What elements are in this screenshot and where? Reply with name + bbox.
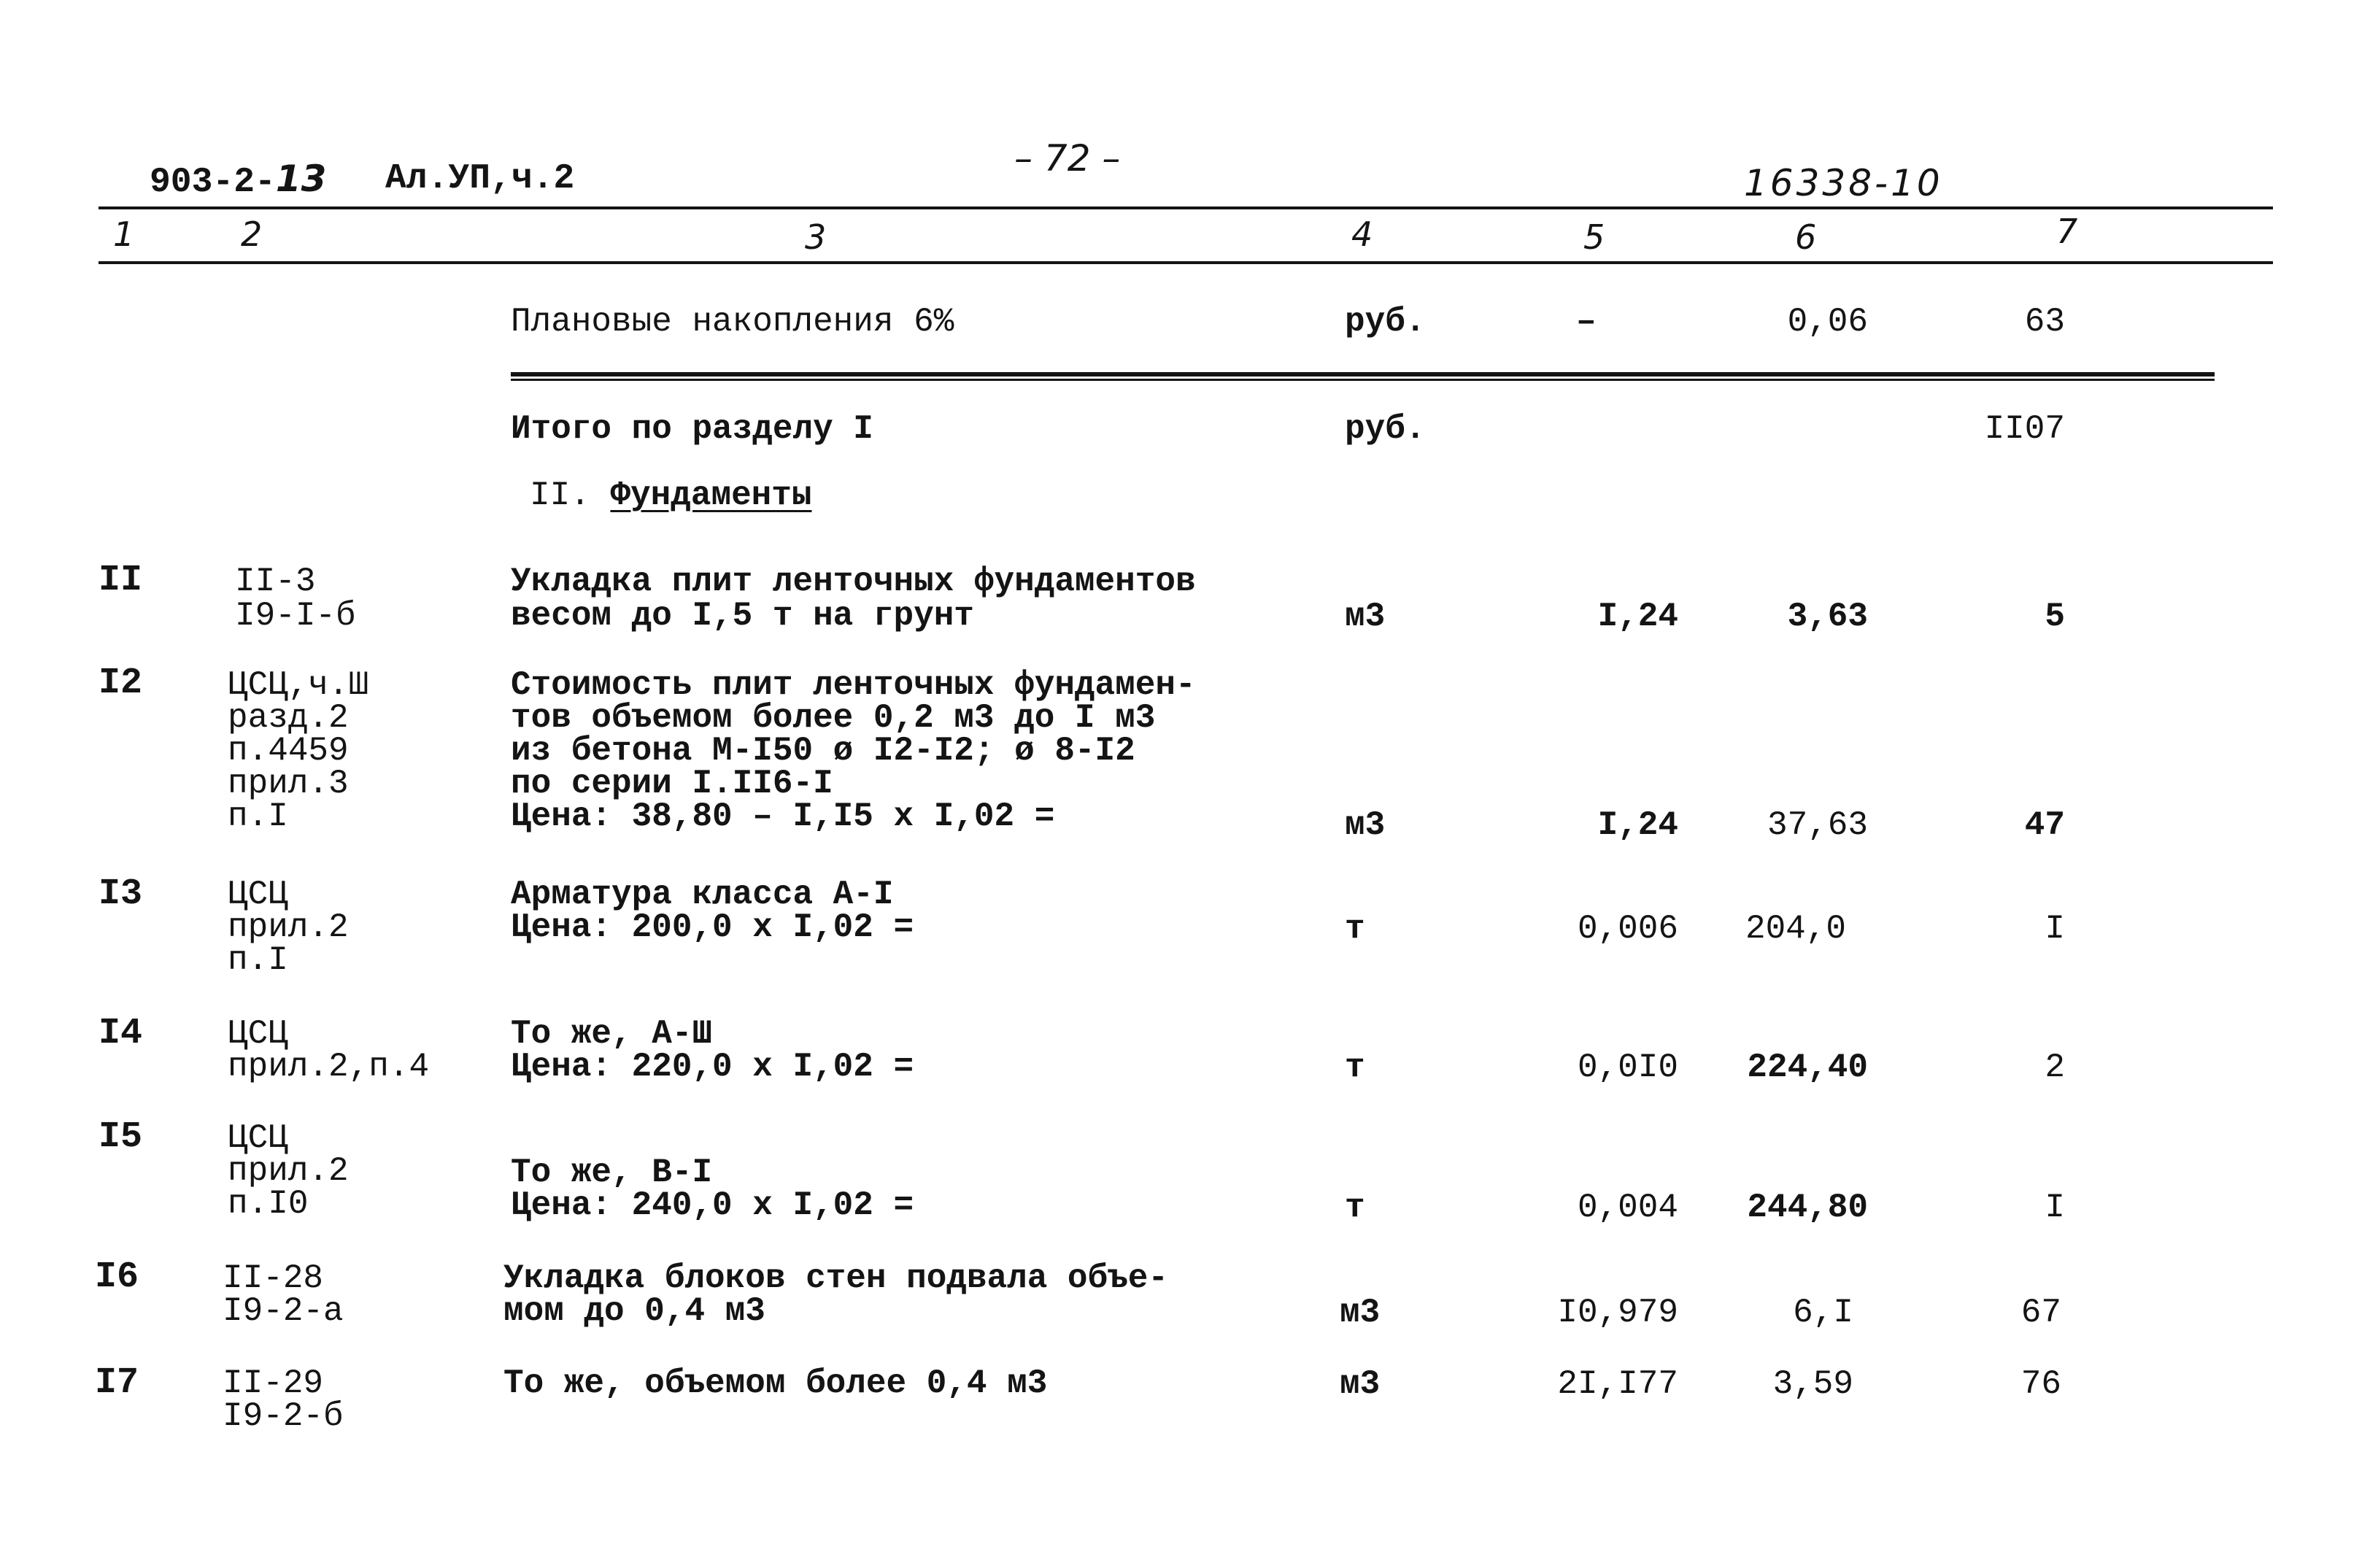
total-cost: II07 <box>1984 410 2065 448</box>
section-number: II. <box>530 476 590 514</box>
row-code: ЦСЦ прил.2 п.I0 <box>228 1119 349 1223</box>
row-price: 3,59 <box>1772 1365 1853 1403</box>
row-cost: 5 <box>2045 598 2065 636</box>
row-unit: м3 <box>1345 598 1386 636</box>
row-quantity: 0,004 <box>1577 1189 1678 1227</box>
section-heading <box>530 476 812 514</box>
column-header-6: 6 <box>1795 217 1817 257</box>
row-cost: 67 <box>2020 1294 2061 1332</box>
column-header-1: 1 <box>113 215 135 254</box>
row-price: 204,0 <box>1745 910 1846 948</box>
planned-cost: 63 <box>2024 303 2065 341</box>
row-code: II-29 I9-2-б <box>223 1364 344 1435</box>
row-price: 3,63 <box>1787 598 1868 636</box>
row-cost: 2 <box>2045 1048 2065 1086</box>
column-header-4: 4 <box>1351 215 1373 254</box>
header-bottom-rule <box>99 261 2273 264</box>
total-label: Итого по разделу I <box>511 410 873 448</box>
row-code: ЦСЦ,ч.Ш разд.2 п.4459 прил.3 п.I <box>228 666 369 835</box>
row-number: I4 <box>99 1013 143 1054</box>
planned-qty: – <box>1576 303 1597 341</box>
row-description: Укладка плит ленточных фундаментов весом до I,5 т на грунт <box>511 563 1196 635</box>
planned-unit: руб. <box>1345 303 1426 341</box>
row-description: Укладка блоков стен подвала объе- мом до 0,4 м3 <box>503 1259 1168 1330</box>
row-unit: м3 <box>1340 1365 1381 1403</box>
row-number: I6 <box>95 1256 139 1298</box>
top-rule <box>99 206 2273 209</box>
row-code: II-3 I9-I-б <box>235 563 356 635</box>
row-description: То же, объемом более 0,4 м3 <box>503 1364 1048 1402</box>
row-number: I2 <box>99 663 143 704</box>
row-quantity: I0,979 <box>1557 1294 1678 1332</box>
archive-number: 16338-10 <box>1744 162 1943 204</box>
planned-label: Плановые накопления 6% <box>511 303 954 341</box>
row-code: ЦСЦ прил.2,п.4 <box>228 1015 430 1086</box>
row-number: I7 <box>95 1362 139 1404</box>
row-number: II <box>99 560 143 601</box>
column-header-7: 7 <box>2056 212 2078 251</box>
row-number: I3 <box>99 873 143 915</box>
planned-price: 0,06 <box>1787 303 1868 341</box>
row-code: II-28 I9-2-а <box>223 1259 344 1330</box>
row-description: То же, В-I Цена: 240,0 х I,02 = <box>511 1154 914 1224</box>
page-number: – 72 – <box>1014 137 1121 179</box>
row-price: 6,I <box>1793 1294 1853 1332</box>
row-cost: 47 <box>2024 806 2065 844</box>
row-unit: т <box>1345 1189 1365 1227</box>
total-double-rule-thin <box>511 379 2215 381</box>
row-quantity: 0,006 <box>1577 910 1678 948</box>
row-price: 244,80 <box>1747 1189 1868 1227</box>
total-double-rule <box>511 372 2215 376</box>
row-quantity: 0,0I0 <box>1577 1048 1678 1086</box>
row-unit: м3 <box>1345 806 1386 844</box>
row-price: 37,63 <box>1767 806 1868 844</box>
row-cost: I <box>2045 1189 2065 1227</box>
row-cost: 76 <box>2020 1365 2061 1403</box>
column-header-3: 3 <box>805 217 827 257</box>
section-title: Фундаменты <box>610 476 812 514</box>
column-header-5: 5 <box>1583 217 1605 257</box>
row-quantity: I,24 <box>1597 598 1678 636</box>
document-code-handwritten: 13 <box>275 158 327 200</box>
album-reference: Ал.УП,ч.2 <box>385 159 575 198</box>
row-cost: I <box>2045 910 2065 948</box>
row-number: I5 <box>99 1116 143 1158</box>
row-code: ЦСЦ прил.2 п.I <box>228 876 349 979</box>
row-quantity: 2I,I77 <box>1557 1365 1678 1403</box>
row-price: 224,40 <box>1747 1048 1868 1086</box>
row-quantity: I,24 <box>1597 806 1678 844</box>
column-header-2: 2 <box>241 215 263 254</box>
row-description: Арматура класса А-I Цена: 200,0 х I,02 = <box>511 876 914 946</box>
row-unit: т <box>1345 910 1365 948</box>
document-code: 903-2-13 <box>150 158 327 202</box>
row-unit: м3 <box>1340 1294 1381 1332</box>
row-description: Стоимость плит ленточных фундамен- тов объемом более 0,2 м3 до I м3 из бетона М-I50 ø I2-I2; ø 8-I2 по серии I.II6-I Цена: 38,80 – I,I5 х I,02 = <box>511 666 1196 835</box>
total-unit: руб. <box>1345 410 1426 448</box>
row-unit: т <box>1345 1048 1365 1086</box>
row-description: То же, А-Ш Цена: 220,0 х I,02 = <box>511 1015 914 1086</box>
